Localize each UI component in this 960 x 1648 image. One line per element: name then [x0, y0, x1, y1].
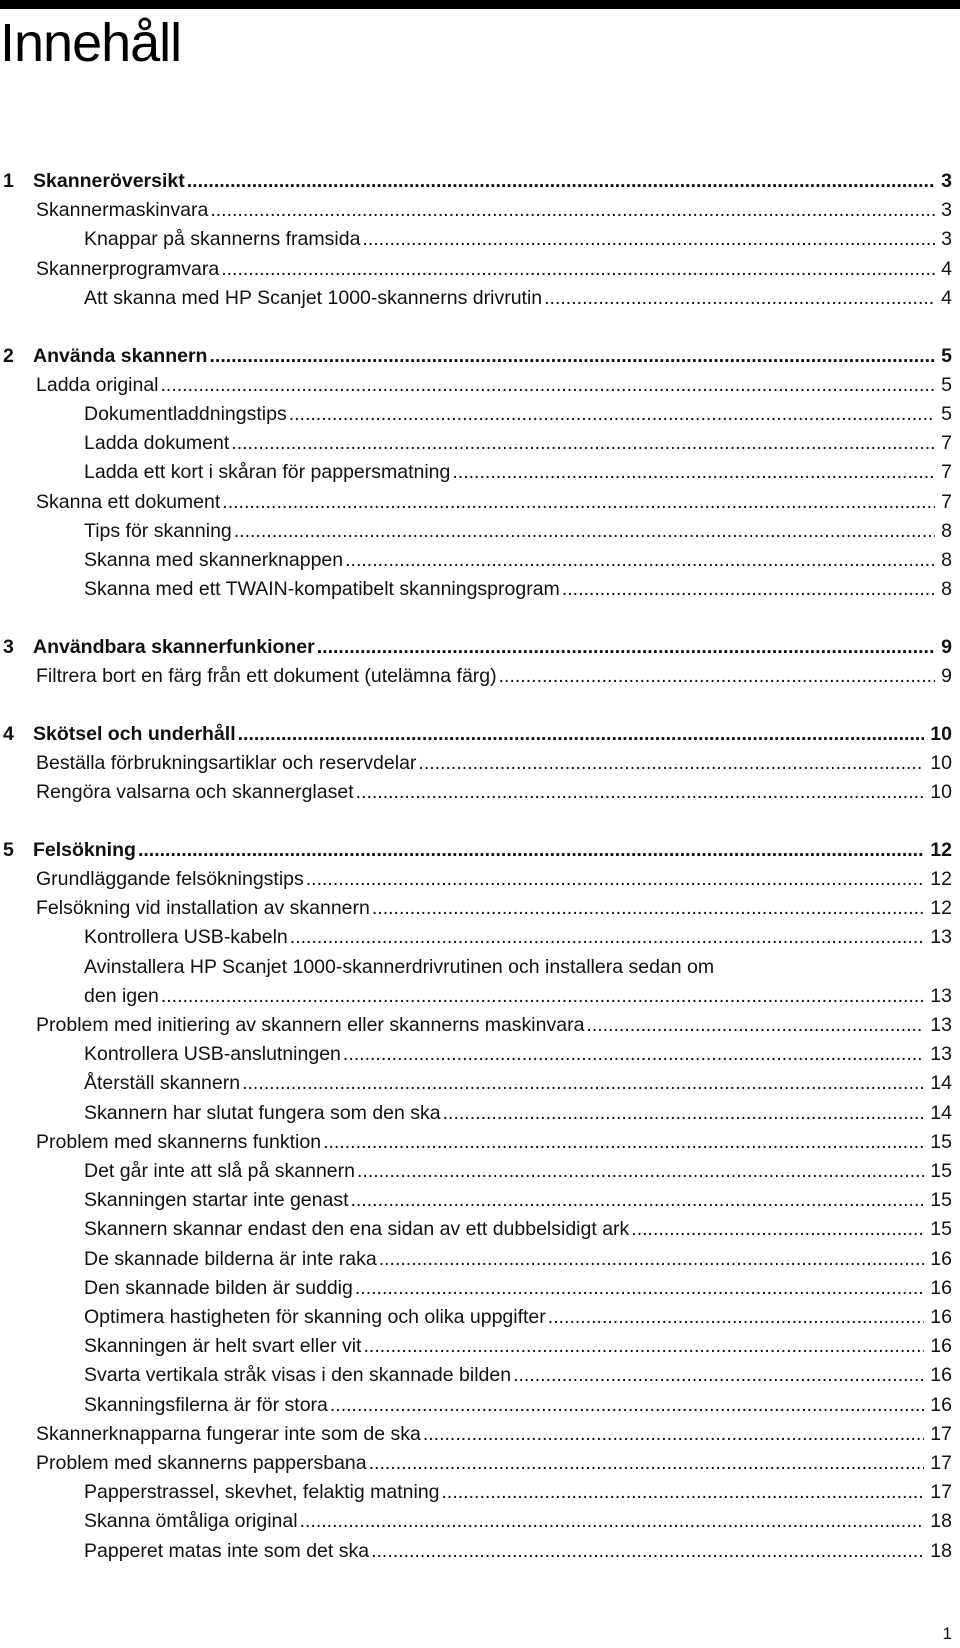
toc-entry[interactable]: [84, 458, 952, 486]
toc-entry-title: Dokumentladdningstips: [84, 402, 287, 425]
toc-dot-leader: [369, 1449, 925, 1477]
toc-entry[interactable]: [84, 1507, 952, 1535]
toc-dot-leader: [418, 749, 924, 777]
toc-entry-title: Skanningsfilerna är för stora: [84, 1393, 328, 1416]
toc-entry[interactable]: [84, 517, 952, 545]
toc-dot-leader: [323, 1128, 924, 1156]
toc-entry-title: Den skannade bilden är suddig: [84, 1276, 353, 1299]
toc-dot-leader: [355, 1274, 924, 1302]
toc-page-number: 12: [930, 897, 952, 920]
toc-entry-title: Problem med skannerns funktion: [36, 1130, 322, 1153]
toc-entry[interactable]: [84, 1303, 952, 1331]
toc-dot-leader: [317, 633, 935, 661]
toc-page-number: 13: [930, 984, 952, 1007]
toc-entry-title: Felsökning: [33, 838, 136, 861]
toc-entry-title: Skannerknapparna fungerar inte som de ska: [36, 1422, 421, 1445]
toc-dot-leader: [242, 1069, 924, 1097]
toc-chapter-entry[interactable]: [0, 633, 952, 661]
toc-entry-title: Kontrollera USB-kabeln: [84, 926, 288, 949]
toc-chapter-number: 4: [3, 722, 14, 745]
toc-page-number: 8: [941, 578, 952, 601]
toc-dot-leader: [513, 1361, 924, 1389]
toc-entry-title: Tips för skanning: [84, 519, 232, 542]
toc-entry-title: Skanneröversikt: [33, 170, 185, 192]
toc-entry-title: Papperet matas inte som det ska: [84, 1539, 370, 1562]
toc-entry-title: Beställa förbrukningsartiklar och reservdelar: [36, 751, 417, 774]
toc-entry[interactable]: [84, 546, 952, 574]
toc-entry-title: Grundläggande felsökningstips: [36, 868, 304, 890]
toc-chapter-number: 3: [3, 635, 14, 658]
toc-page-number: 17: [930, 1422, 952, 1445]
toc-page-number: 3: [941, 228, 952, 251]
toc-page-number: 8: [941, 548, 952, 571]
toc-chapter-entry[interactable]: [0, 342, 952, 370]
toc-dot-leader: [238, 720, 925, 748]
toc-page-number: 5: [941, 373, 952, 396]
toc-dot-leader: [222, 488, 935, 516]
toc-page-number: 17: [930, 1481, 952, 1504]
toc-entry[interactable]: [36, 196, 952, 224]
toc-dot-leader: [209, 342, 935, 370]
toc-entry[interactable]: [36, 371, 952, 399]
toc-entry[interactable]: [84, 1332, 952, 1360]
toc-entry[interactable]: [84, 923, 952, 951]
toc-page-number: 12: [930, 838, 952, 861]
toc-entry[interactable]: [84, 1215, 952, 1243]
toc-page-number: 7: [941, 490, 952, 513]
toc-entry-title: Skanna ett dokument: [36, 490, 221, 513]
toc-dot-leader: [562, 575, 935, 603]
toc-dot-leader: [289, 400, 935, 428]
toc-dot-leader: [290, 923, 925, 951]
toc-entry[interactable]: [36, 1011, 952, 1039]
toc-entry-title: Skötsel och underhåll: [33, 722, 236, 745]
toc-dot-leader: [586, 1011, 924, 1039]
toc-entry-title: Optimera hastigheten för skanning och olika uppgifter: [84, 1306, 546, 1328]
toc-entry[interactable]: [84, 1099, 952, 1127]
toc-page-number: 10: [930, 751, 952, 774]
toc-entry[interactable]: [84, 1391, 952, 1419]
toc-entry[interactable]: [84, 1361, 952, 1389]
toc-entry[interactable]: [84, 284, 952, 312]
toc-entry-title-line1: Avinstallera HP Scanjet 1000-skannerdrivrutinen och installera sedan om: [84, 955, 715, 978]
toc-page-number: 13: [930, 1014, 952, 1036]
toc-entry[interactable]: [36, 255, 952, 283]
toc-page-number: 15: [930, 1218, 952, 1241]
toc-entry-title: Skanna med ett TWAIN-kompatibelt skanningsprogram: [84, 578, 560, 601]
toc-entry-title: Återställ skannern: [84, 1072, 241, 1095]
toc-entry[interactable]: [84, 1274, 952, 1302]
toc-entry[interactable]: [84, 575, 952, 603]
toc-entry-title: Ladda dokument: [84, 432, 230, 455]
toc-page-number: 7: [941, 461, 952, 484]
toc-page-number: 16: [930, 1276, 952, 1299]
toc-dot-leader: [343, 1040, 924, 1068]
toc-entry[interactable]: [36, 749, 952, 777]
toc-dot-leader: [443, 1099, 925, 1127]
toc-chapter-entry[interactable]: [0, 720, 952, 748]
toc-entry-title: Skannern skannar endast den ena sidan av ett dubbelsidigt ark: [84, 1218, 630, 1241]
toc-page-number: 3: [941, 170, 952, 192]
toc-dot-leader: [363, 1332, 924, 1360]
toc-dot-leader: [351, 1186, 925, 1214]
top-rule: [0, 0, 960, 9]
toc-entry-title: Kontrollera USB-anslutningen: [84, 1043, 341, 1066]
toc-entry[interactable]: [84, 1069, 952, 1097]
toc-page-number: 8: [941, 519, 952, 542]
toc-chapter-number: 5: [3, 838, 14, 861]
toc-entry[interactable]: [84, 429, 952, 457]
toc-entry-title: Användbara skannerfunkioner: [33, 635, 315, 658]
toc-entry-title: Skanna med skannerknappen: [84, 548, 344, 571]
toc-chapter-entry[interactable]: [0, 836, 952, 864]
toc-dot-leader: [221, 255, 935, 283]
toc-dot-leader: [161, 982, 924, 1010]
toc-dot-leader: [306, 865, 925, 893]
toc-entry[interactable]: [36, 488, 952, 516]
toc-dot-leader: [452, 458, 935, 486]
toc-entry-title: Skannerprogramvara: [36, 257, 220, 280]
toc-entry-title: Skanna ömtåliga original: [84, 1510, 298, 1533]
toc-dot-leader: [631, 1215, 924, 1243]
toc-page-number: 4: [941, 286, 952, 309]
toc-entry-title: Skanningen startar inte genast: [84, 1189, 349, 1212]
toc-entry-title: Ladda ett kort i skåran för pappersmatning: [84, 461, 451, 484]
toc-page-number: 16: [930, 1335, 952, 1358]
toc-dot-leader: [372, 894, 924, 922]
toc-entry[interactable]: [36, 1449, 952, 1477]
toc-page-number: 4: [941, 257, 952, 280]
toc-dot-leader: [300, 1507, 925, 1535]
toc-chapter-number: 1: [3, 170, 14, 192]
toc-page-number: 13: [930, 926, 952, 949]
toc-dot-leader: [442, 1478, 925, 1506]
toc-entry-title: Skannern har slutat fungera som den ska: [84, 1101, 441, 1124]
toc-entry[interactable]: [84, 1186, 952, 1214]
toc-page-number: 18: [930, 1539, 952, 1562]
toc-dot-leader: [379, 1245, 925, 1273]
toc-dot-leader: [356, 778, 925, 806]
toc-entry[interactable]: [84, 1245, 952, 1273]
toc-page-number: 14: [930, 1101, 952, 1124]
toc-entry[interactable]: [84, 1157, 952, 1185]
toc-entry[interactable]: [84, 1478, 952, 1506]
toc-entry[interactable]: [36, 1128, 952, 1156]
toc-dot-leader: [231, 429, 935, 457]
toc-entry-title: Skannermaskinvara: [36, 199, 209, 222]
toc-entry[interactable]: [36, 1420, 952, 1448]
toc-dot-leader: [371, 1537, 924, 1565]
toc-entry-title: Rengöra valsarna och skannerglaset: [36, 781, 354, 804]
toc-entry-title: Ladda original: [36, 373, 159, 396]
toc-page-number: 16: [930, 1364, 952, 1387]
toc-dot-leader: [544, 284, 935, 312]
toc-entry-title: Skanningen är helt svart eller vit: [84, 1335, 362, 1358]
toc-entry[interactable]: [84, 1040, 952, 1068]
toc-page-number: 15: [930, 1130, 952, 1153]
toc-entry-title: Att skanna med HP Scanjet 1000-skannerns drivrutin: [84, 286, 543, 309]
toc-page-number: 15: [930, 1160, 952, 1182]
toc-page-number: 16: [930, 1393, 952, 1416]
toc-dot-leader: [362, 225, 935, 253]
toc-chapter-entry[interactable]: [0, 167, 952, 195]
toc-page-number: 5: [941, 402, 952, 425]
toc-entry-title: Det går inte att slå på skannern: [84, 1160, 355, 1182]
toc-page-number: 18: [930, 1510, 952, 1533]
toc-page-number: 5: [941, 344, 952, 367]
toc-dot-leader: [234, 517, 935, 545]
toc-page-number: 10: [930, 722, 952, 745]
toc-entry[interactable]: [36, 865, 952, 893]
toc-page-number: 15: [930, 1189, 952, 1212]
page-number: 1: [942, 1624, 952, 1643]
toc-entry-title: Knappar på skannerns framsida: [84, 228, 361, 251]
toc-entry-title: den igen: [84, 984, 159, 1007]
toc-page-number: 9: [941, 665, 952, 687]
toc-entry[interactable]: [84, 1537, 952, 1565]
toc-dot-leader: [161, 371, 936, 399]
toc-page-number: 3: [941, 199, 952, 222]
toc-dot-leader: [210, 196, 935, 224]
toc-page-number: 17: [930, 1452, 952, 1474]
toc-dot-leader: [548, 1303, 925, 1331]
toc-chapter-number: 2: [3, 344, 14, 367]
toc-entry-title: Felsökning vid installation av skannern: [36, 897, 370, 920]
toc-entry-title: Problem med initiering av skannern eller skannerns maskinvara: [36, 1014, 585, 1036]
toc-entry[interactable]: [84, 225, 952, 253]
toc-entry-title: Använda skannern: [33, 344, 208, 367]
toc-page-number: 10: [930, 781, 952, 804]
toc-dot-leader: [330, 1391, 924, 1419]
toc-page-number: 16: [930, 1247, 952, 1270]
toc-dot-leader: [187, 167, 935, 195]
toc-dot-leader: [357, 1157, 924, 1185]
toc-entry[interactable]: [36, 662, 952, 690]
toc-page-number: 16: [930, 1306, 952, 1328]
toc-page-number: 13: [930, 1043, 952, 1066]
toc-entry[interactable]: [36, 894, 952, 922]
toc-page-number: 14: [930, 1072, 952, 1095]
toc-entry[interactable]: [36, 778, 952, 806]
toc-dot-leader: [345, 546, 935, 574]
toc-page-number: 9: [941, 635, 952, 658]
toc-entry[interactable]: [84, 982, 952, 1010]
toc-entry-title: Filtrera bort en färg från ett dokument (utelämna färg): [36, 665, 497, 687]
toc-dot-leader: [499, 662, 936, 690]
page-title: Innehåll: [0, 13, 182, 73]
toc-entry-title: Svarta vertikala stråk visas i den skannade bilden: [84, 1364, 512, 1387]
toc-page-number: 7: [941, 432, 952, 455]
toc-dot-leader: [138, 836, 924, 864]
toc-entry-title: De skannade bilderna är inte raka: [84, 1247, 377, 1270]
toc-entry-title: Problem med skannerns pappersbana: [36, 1452, 367, 1474]
toc-entry-title: Papperstrassel, skevhet, felaktig matning: [84, 1481, 440, 1504]
toc-entry[interactable]: [84, 400, 952, 428]
toc-page-number: 12: [930, 868, 952, 890]
toc-dot-leader: [423, 1420, 924, 1448]
